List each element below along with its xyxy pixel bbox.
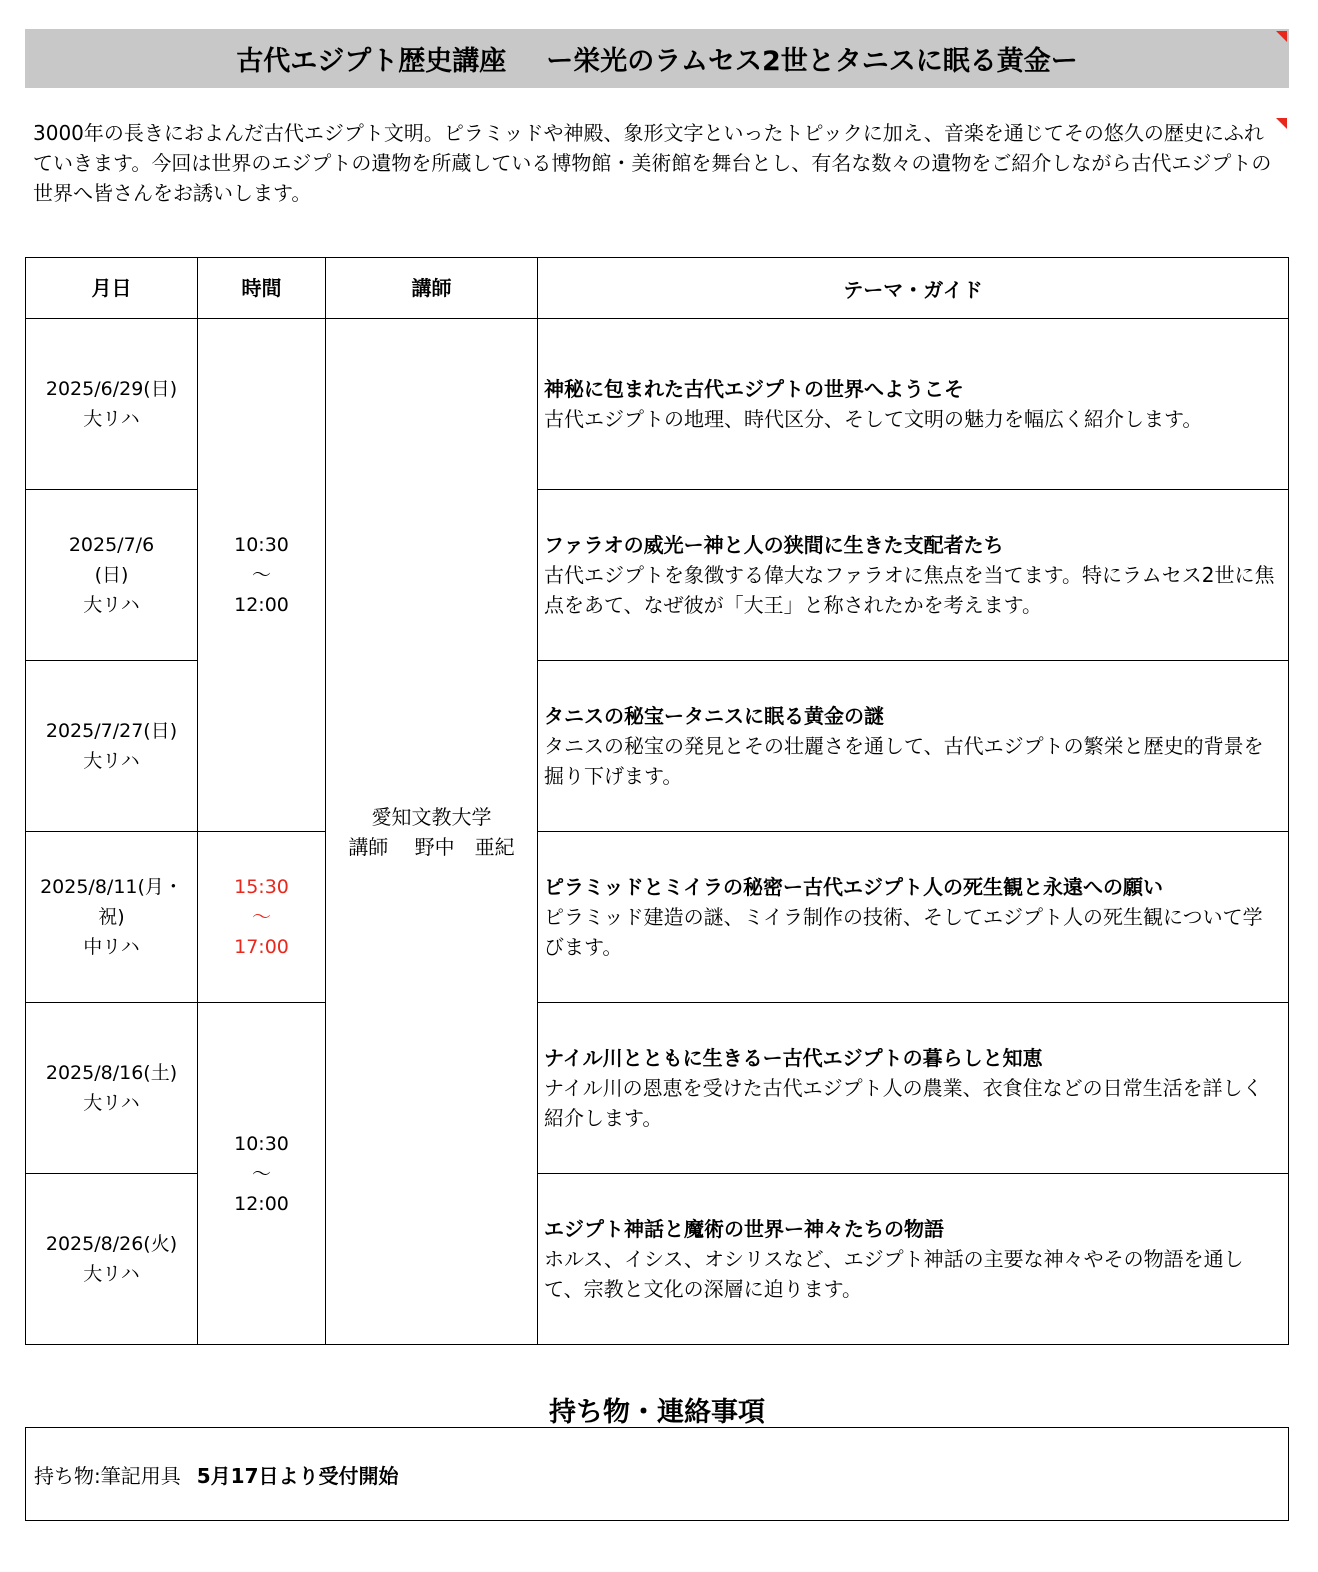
comment-marker-icon — [1276, 31, 1287, 42]
header-time: 時間 — [198, 258, 326, 319]
theme-cell: タニスの秘宝ータニスに眠る黄金の謎 タニスの秘宝の発見とその壮麗さを通して、古代エジプトの繁栄と歴史的背景を掘り下げます。 — [538, 661, 1289, 832]
theme-cell: ナイル川とともに生きるー古代エジプトの暮らしと知恵 ナイル川の恩恵を受けた古代エジプト人の農業、衣食住などの日常生活を詳しく紹介します。 — [538, 1003, 1289, 1174]
lecturer-name: 講師 野中 亜紀 — [348, 834, 515, 859]
notes-box — [25, 1427, 1289, 1521]
page-title-bar — [25, 29, 1289, 88]
header-theme: テーマ・ガイド — [538, 258, 1289, 319]
theme-cell: ファラオの威光ー神と人の狭間に生きた支配者たち 古代エジプトを象徴する偉大なファラオに焦点を当てます。特にラムセス2世に焦点をあて、なぜ彼が「大王」と称されたかを考えます。 — [538, 490, 1289, 661]
theme-cell: ピラミッドとミイラの秘密ー古代エジプト人の死生観と永遠への願い ピラミッド建造の謎、ミイラ制作の技術、そしてエジプト人の死生観について学びます。 — [538, 832, 1289, 1003]
table-row — [26, 1003, 1289, 1174]
header-lecturer: 講師 — [326, 258, 538, 319]
date-cell: 2025/8/26(火) 大リハ — [26, 1174, 198, 1345]
page-title: 古代エジプト歴史講座 — [236, 46, 507, 77]
date-cell: 2025/7/27(日) 大リハ — [26, 661, 198, 832]
notes-heading: 持ち物・連絡事項 — [549, 1397, 765, 1428]
time-cell: 15:30 ～ 17:00 — [198, 832, 326, 1003]
schedule-table — [25, 257, 1289, 1345]
theme-cell: 神秘に包まれた古代エジプトの世界へようこそ 古代エジプトの地理、時代区分、そして文明の魅力を幅広く紹介します。 — [538, 319, 1289, 490]
date-cell: 2025/7/6 (日) 大リハ — [26, 490, 198, 661]
date-cell: 2025/8/16(土) 大リハ — [26, 1003, 198, 1174]
table-header-row — [26, 258, 1289, 319]
lecturer-affiliation: 愛知文教大学 — [371, 804, 492, 829]
comment-marker-icon — [1276, 118, 1287, 129]
header-date: 月日 — [26, 258, 198, 319]
registration-notice: 5月17日より受付開始 — [196, 1463, 399, 1488]
time-cell: 10:30 ～ 12:00 — [198, 319, 326, 832]
table-row — [26, 832, 1289, 1003]
page-subtitle: ー栄光のラムセス2世とタニスに眠る黄金ー — [546, 46, 1078, 77]
lecturer-cell — [326, 319, 538, 1345]
notes-items: 持ち物:筆記用具 — [34, 1463, 181, 1488]
intro-paragraph: 3000年の長きにおよんだ古代エジプト文明。ピラミッドや神殿、象形文字といったトピックに加え、音楽を通じてその悠久の歴史にふれていきます。今回は世界のエジプトの遺物を所蔵している博物館・美術館を舞台とし、有名な数々の遺物をご紹介しながら古代エジプトの世界へ皆さんをお誘いします。 — [33, 121, 1272, 205]
time-cell: 10:30 ～ 12:00 — [198, 1003, 326, 1345]
date-cell: 2025/8/11(月・ 祝) 中リハ — [26, 832, 198, 1003]
date-cell: 2025/6/29(日) 大リハ — [26, 319, 198, 490]
table-row — [26, 319, 1289, 490]
theme-cell: エジプト神話と魔術の世界ー神々たちの物語 ホルス、イシス、オシリスなど、エジプト神話の主要な神々やその物語を通して、宗教と文化の深層に迫ります。 — [538, 1174, 1289, 1345]
